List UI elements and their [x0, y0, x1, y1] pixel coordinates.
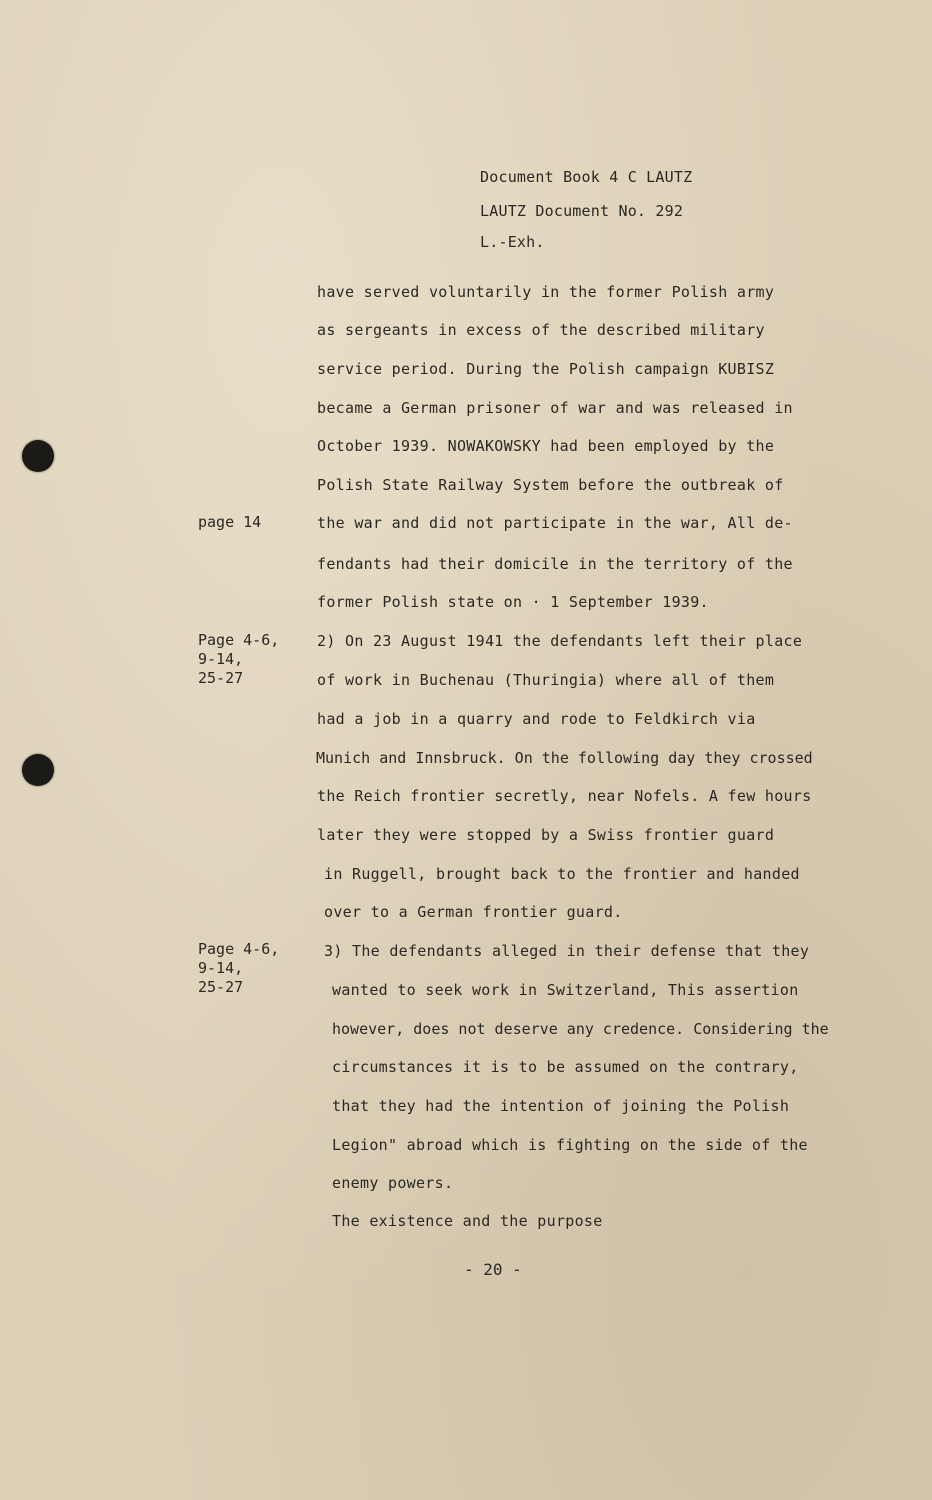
body-line: over to a German frontier guard. — [324, 903, 623, 921]
margin-note-page-refs-1: Page 4-6, 9-14, 25-27 — [198, 631, 280, 687]
body-line: the war and did not participate in the war, All de- — [317, 514, 793, 532]
margin-note-page-14: page 14 — [198, 513, 262, 531]
page-number: - 20 - — [464, 1260, 522, 1279]
body-line: Munich and Innsbruck. On the following day they crossed — [316, 749, 813, 767]
body-line: 3) The defendants alleged in their defense that they — [324, 942, 810, 960]
punch-hole-top — [22, 440, 54, 472]
body-line: Legion" abroad which is fighting on the side of the — [332, 1136, 808, 1154]
body-line: enemy powers. — [332, 1174, 454, 1192]
body-line: service period. During the Polish campaign KUBISZ — [317, 360, 775, 378]
body-line: fendants had their domicile in the territory of the — [317, 555, 793, 573]
body-line: had a job in a quarry and rode to Feldkirch via — [317, 710, 756, 728]
punch-hole-bottom — [22, 754, 54, 786]
document-number: LAUTZ Document No. 292 — [480, 202, 684, 220]
body-line: as sergeants in excess of the described military — [317, 321, 765, 339]
body-line: Polish State Railway System before the outbreak of — [317, 476, 784, 494]
body-line: former Polish state on · 1 September 1939. — [317, 593, 709, 611]
body-line: became a German prisoner of war and was released in — [317, 399, 793, 417]
body-line: of work in Buchenau (Thuringia) where all of them — [317, 671, 775, 689]
margin-note-page-refs-2: Page 4-6, 9-14, 25-27 — [198, 940, 280, 996]
body-line: the Reich frontier secretly, near Nofels. A few hours — [317, 787, 812, 805]
body-line: 2) On 23 August 1941 the defendants left their place — [317, 632, 803, 650]
body-line: circumstances it is to be assumed on the contrary, — [332, 1058, 799, 1076]
body-line: October 1939. NOWAKOWSKY had been employed by the — [317, 437, 775, 455]
body-line: in Ruggell, brought back to the frontier and handed — [324, 865, 800, 883]
body-line: later they were stopped by a Swiss frontier guard — [317, 826, 775, 844]
body-line: The existence and the purpose — [332, 1212, 603, 1230]
document-book-reference: Document Book 4 C LAUTZ — [480, 168, 693, 186]
body-line: have served voluntarily in the former Polish army — [317, 283, 775, 301]
body-line: that they had the intention of joining the Polish — [332, 1097, 790, 1115]
body-line: however, does not deserve any credence. Considering the — [332, 1020, 829, 1038]
body-line: wanted to seek work in Switzerland, This assertion — [332, 981, 799, 999]
exhibit-label: L.-Exh. — [480, 233, 545, 251]
